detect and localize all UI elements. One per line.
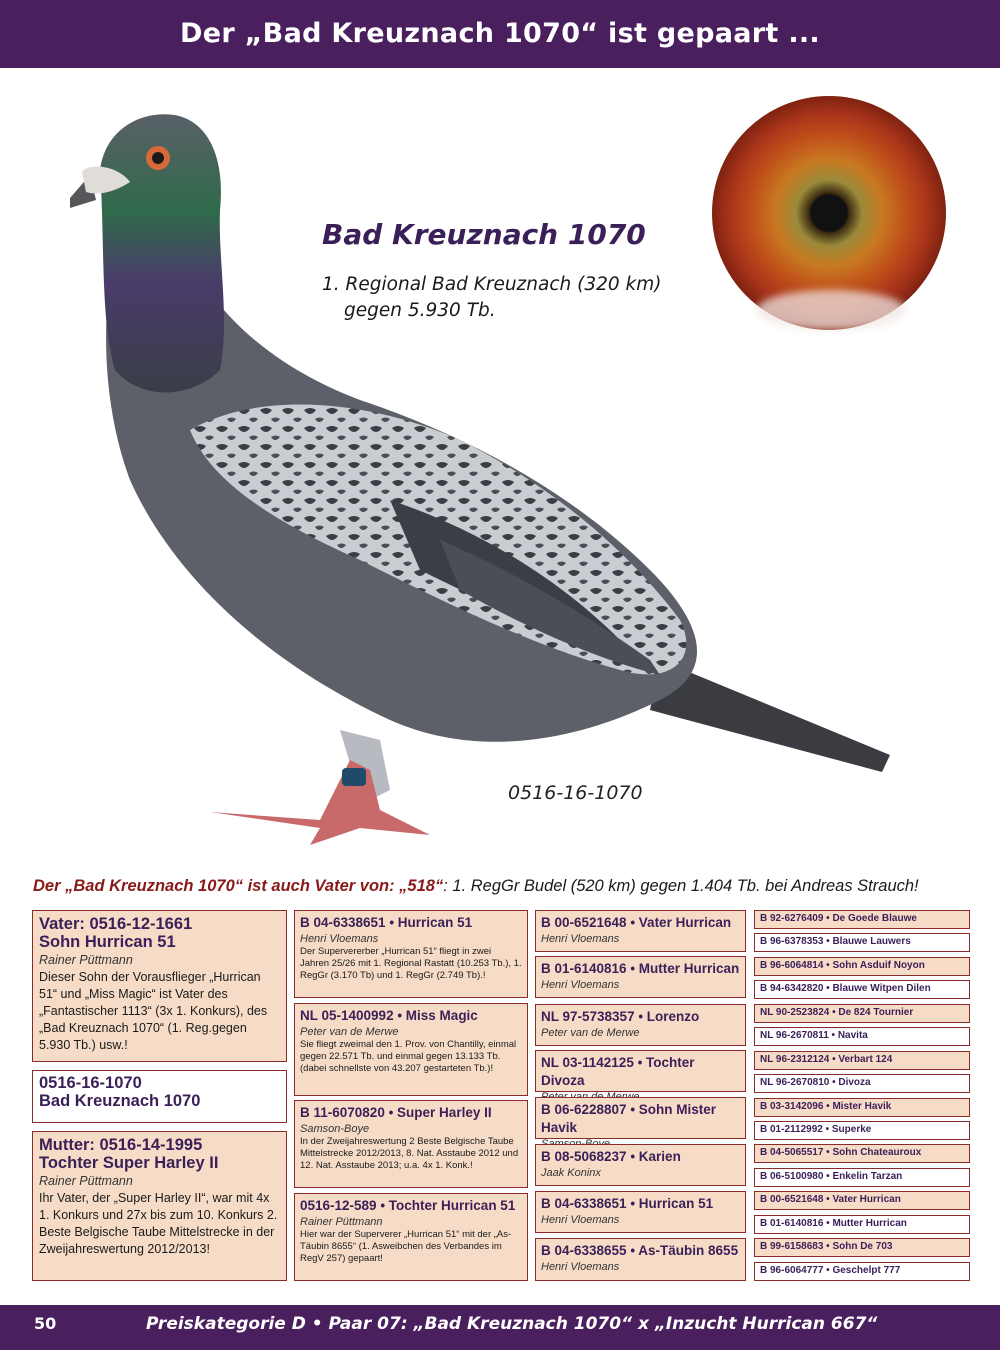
page-number: 50 xyxy=(34,1314,57,1333)
pedigree-great-grandparent xyxy=(535,1097,746,1139)
grandparent-breeder: Peter van de Merwe xyxy=(300,1026,399,1038)
ggp-breeder: Jaak Koninx xyxy=(541,1167,601,1179)
ancestor-label: NL 96-2670811 • Navita xyxy=(760,1030,868,1041)
ancestor-entry xyxy=(754,1144,970,1163)
ancestor-label: B 00-6521648 • Vater Hurrican xyxy=(760,1194,901,1205)
ancestor-label: B 96-6064814 • Sohn Asduif Noyon xyxy=(760,960,925,971)
pedigree-great-grandparent xyxy=(535,1004,746,1046)
pedigree-great-grandparent xyxy=(535,1238,746,1281)
father-breeder: Rainer Püttmann xyxy=(39,952,133,967)
ancestor-label: B 03-3142096 • Mister Havik xyxy=(760,1101,892,1112)
ancestor-entry xyxy=(754,1027,970,1046)
ancestor-entry xyxy=(754,1262,970,1281)
grandparent-breeder: Rainer Püttmann xyxy=(300,1216,383,1228)
father-ring: Vater: 0516-12-1661 xyxy=(39,915,193,933)
grandparent-desc: Hier war der Superverer „Hurrican 51“ mit der „As-Täubin 8655“ (1. Asweibchen des Verbandes im RegV 257) gepaart! xyxy=(300,1229,512,1264)
pedigree-subject xyxy=(32,1070,287,1123)
ancestor-label: B 01-6140816 • Mutter Hurrican xyxy=(760,1218,907,1229)
grandparent-desc: Sie fliegt zweimal den 1. Prov. von Chantilly, einmal gegen 22.571 Tb. und einmal gegen 13.133 Tb. (dabei schnellste von 43.207 gestarteten Tb.)! xyxy=(300,1039,517,1074)
ancestor-entry xyxy=(754,1215,970,1234)
ggp-title: B 04-6338655 • As-Täubin 8655 xyxy=(541,1243,739,1258)
grandparent-breeder: Henri Vloemans xyxy=(300,933,379,945)
eye-rim xyxy=(756,290,906,330)
pedigree-grandparent xyxy=(294,1193,528,1281)
ancestor-entry xyxy=(754,1191,970,1210)
ancestor-label: B 06-5100980 • Enkelin Tarzan xyxy=(760,1171,903,1182)
ggp-breeder: Henri Vloemans xyxy=(541,1214,620,1226)
pedigree-great-grandparent xyxy=(535,910,746,952)
mother-name: Tochter Super Harley II xyxy=(39,1154,219,1173)
pedigree-great-grandparent xyxy=(535,1191,746,1233)
father-desc: Dieser Sohn der Vorausflieger „Hurrican 51“ und „Miss Magic“ ist Vater des „Fantastischer 1113“ (3x 1. Konkurs), des „Bad Kreuznach 1070“ (1. Reg.gegen 5.930 Tb.) usw.! xyxy=(39,969,268,1052)
ancestor-entry xyxy=(754,1098,970,1117)
ancestor-entry xyxy=(754,933,970,952)
pedigree-grandparent xyxy=(294,1003,528,1096)
sire-of-prefix: Der „Bad Kreuznach 1070“ ist auch Vater von: „518“ xyxy=(33,877,444,895)
ancestor-label: NL 96-2312124 • Verbart 124 xyxy=(760,1054,893,1065)
mother-ring: Mutter: 0516-14-1995 xyxy=(39,1136,203,1154)
ggp-breeder: Peter van de Merwe xyxy=(541,1027,640,1039)
ancestor-entry xyxy=(754,1168,970,1187)
ggp-breeder: Henri Vloemans xyxy=(541,933,620,945)
ancestor-entry xyxy=(754,1121,970,1140)
page-title: Der „Bad Kreuznach 1070“ ist gepaart ... xyxy=(180,18,820,49)
ancestor-entry xyxy=(754,1238,970,1257)
grandparent-desc: In der Zweijahreswertung 2 Beste Belgische Taube Mittelstrecke 2012/2013, 8. Nat. Asstaube 2012 und 12. Nat. Asstaube 2013; u.a. 4x 1. Konk.! xyxy=(300,1136,519,1171)
ancestor-label: NL 96-2670810 • Divoza xyxy=(760,1077,871,1088)
grandparent-title: B 04-6338651 • Hurrican 51 xyxy=(300,915,473,930)
ggp-title: B 00-6521648 • Vater Hurrican xyxy=(541,915,732,930)
pedigree-mother xyxy=(32,1131,287,1281)
ancestor-label: B 96-6378353 • Blauwe Lauwers xyxy=(760,936,911,947)
footer-text: Preiskategorie D • Paar 07: „Bad Kreuznach 1070“ x „Inzucht Hurrican 667“ xyxy=(146,1314,878,1334)
pedigree-great-grandparent xyxy=(535,956,746,998)
ggp-title: NL 03-1142125 • Tochter Divoza xyxy=(541,1055,695,1088)
achievement-line2: gegen 5.930 Tb. xyxy=(344,300,496,321)
ggp-title: B 06-6228807 • Sohn Mister Havik xyxy=(541,1102,717,1135)
ancestor-entry xyxy=(754,1074,970,1093)
subject-name: Bad Kreuznach 1070 xyxy=(39,1092,201,1111)
sire-of-rest: : 1. RegGr Budel (520 km) gegen 1.404 Tb. bei Andreas Strauch! xyxy=(443,877,919,895)
achievement-line1: 1. Regional Bad Kreuznach (320 km) xyxy=(322,274,662,295)
header-bar xyxy=(0,0,1000,68)
mother-breeder: Rainer Püttmann xyxy=(39,1173,133,1188)
father-name: Sohn Hurrican 51 xyxy=(39,933,176,952)
ancestor-entry xyxy=(754,957,970,976)
ancestor-entry xyxy=(754,910,970,929)
grandparent-desc: Der Supervererber „Hurrican 51“ fliegt in zwei Jahren 25/26 mit 1. Regional Rastatt (10.253 Tb.), 1. RegGr (3.170 Tb) und 1. RegGr (2.749 Tb).! xyxy=(300,946,522,981)
ancestor-label: B 92-6276409 • De Goede Blauwe xyxy=(760,913,917,924)
ggp-title: B 08-5068237 • Karien xyxy=(541,1149,681,1164)
bird-name: Bad Kreuznach 1070 xyxy=(322,218,646,251)
pedigree-father xyxy=(32,910,287,1062)
grandparent-title: NL 05-1400992 • Miss Magic xyxy=(300,1008,478,1023)
grandparent-title: B 11-6070820 • Super Harley II xyxy=(300,1105,492,1120)
ggp-title: B 04-6338651 • Hurrican 51 xyxy=(541,1196,714,1211)
subject-ring: 0516-16-1070 xyxy=(39,1074,142,1092)
pedigree-great-grandparent xyxy=(535,1050,746,1092)
pedigree-grandparent xyxy=(294,1100,528,1188)
ancestor-label: B 99-6158683 • Sohn De 703 xyxy=(760,1241,893,1252)
ancestor-entry xyxy=(754,980,970,999)
bird-achievement xyxy=(322,272,722,324)
ancestor-entry xyxy=(754,1004,970,1023)
ancestor-label: NL 90-2523824 • De 824 Tournier xyxy=(760,1007,914,1018)
ancestor-label: B 96-6064777 • Geschelpt 777 xyxy=(760,1265,901,1276)
ggp-breeder: Henri Vloemans xyxy=(541,1261,620,1273)
mother-desc: Ihr Vater, der „Super Harley II“, war mit 4x 1. Konkurs und 27x bis zum 10. Konkurs 2. Beste Belgische Taube Mittelstrecke in der Zweijahreswertung 2012/2013! xyxy=(39,1190,278,1256)
sire-of-line xyxy=(33,877,973,896)
footer-bar xyxy=(0,1305,1000,1350)
ancestor-label: B 94-6342820 • Blauwe Witpen Dilen xyxy=(760,983,931,994)
grandparent-breeder: Samson-Boye xyxy=(300,1123,370,1135)
ggp-title: NL 97-5738357 • Lorenzo xyxy=(541,1009,700,1024)
ggp-breeder: Henri Vloemans xyxy=(541,979,620,991)
pedigree-great-grandparent xyxy=(535,1144,746,1186)
ggp-title: B 01-6140816 • Mutter Hurrican xyxy=(541,961,740,976)
ancestor-label: B 04-5065517 • Sohn Chateauroux xyxy=(760,1147,922,1158)
pedigree-grandparent xyxy=(294,910,528,998)
ancestor-label: B 01-2112992 • Superke xyxy=(760,1124,872,1135)
ancestor-entry xyxy=(754,1051,970,1070)
ring-number: 0516-16-1070 xyxy=(508,782,643,804)
grandparent-title: 0516-12-589 • Tochter Hurrican 51 xyxy=(300,1198,516,1213)
